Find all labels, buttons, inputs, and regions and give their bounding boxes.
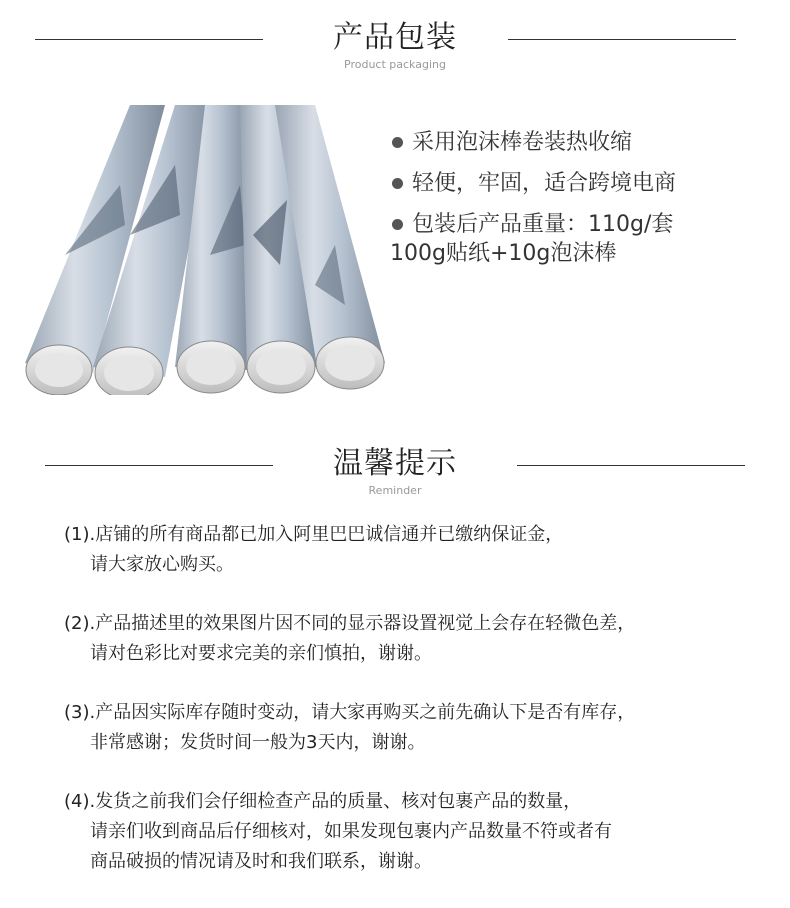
reminder-line: 商品破损的情况请及时和我们联系，谢谢。 bbox=[90, 851, 432, 872]
bullet-text: 轻便，牢固，适合跨境电商 bbox=[412, 171, 677, 196]
bullet-text-block bbox=[390, 210, 785, 268]
reminder-line: (4).发货之前我们会仔细检查产品的质量、核对包裹产品的数量， bbox=[64, 791, 582, 812]
reminder-line: 非常感谢；发货时间一般为3天内，谢谢。 bbox=[90, 732, 426, 753]
bullet-dot-icon bbox=[392, 137, 403, 148]
reminder-item bbox=[64, 520, 764, 580]
reminder-title: 温馨提示 bbox=[333, 446, 457, 481]
bullet-dot-icon bbox=[392, 178, 403, 189]
reminder-line: 请大家放心购买。 bbox=[90, 554, 234, 575]
reminder-line: (1).店铺的所有商品都已加入阿里巴巴诚信通并已缴纳保证金， bbox=[64, 524, 564, 545]
packaging-header bbox=[0, 20, 790, 72]
bullet-item bbox=[390, 128, 785, 157]
bullet-text: 采用泡沫棒卷装热收缩 bbox=[412, 130, 633, 155]
bullet-dot-icon bbox=[392, 219, 403, 230]
bullet-text: 包装后产品重量：110g/套 bbox=[412, 212, 674, 237]
product-photo-rolls bbox=[25, 105, 387, 395]
reminder-line: 请对色彩比对要求完美的亲们慎拍，谢谢。 bbox=[90, 643, 432, 664]
reminder-line: (3).产品因实际库存随时变动，请大家再购买之前先确认下是否有库存， bbox=[64, 702, 636, 723]
packaging-title: 产品包装 bbox=[333, 20, 457, 55]
reminder-line: 请亲们收到商品后仔细核对，如果发现包裹内产品数量不符或者有 bbox=[90, 821, 612, 842]
reminder-subtitle: Reminder bbox=[368, 484, 422, 497]
reminder-list bbox=[64, 520, 764, 906]
bullet-text-continuation: 100g贴纸+10g泡沫棒 bbox=[390, 241, 617, 266]
bullet-item bbox=[390, 169, 785, 198]
reminder-line: (2).产品描述里的效果图片因不同的显示器设置视觉上会存在轻微色差， bbox=[64, 613, 636, 634]
reminder-item bbox=[64, 698, 764, 758]
packaging-subtitle: Product packaging bbox=[344, 58, 446, 71]
packaging-bullets bbox=[390, 128, 785, 280]
reminder-header bbox=[0, 446, 790, 498]
reminder-item bbox=[64, 609, 764, 669]
reminder-item bbox=[64, 787, 764, 877]
bullet-item bbox=[390, 210, 785, 268]
